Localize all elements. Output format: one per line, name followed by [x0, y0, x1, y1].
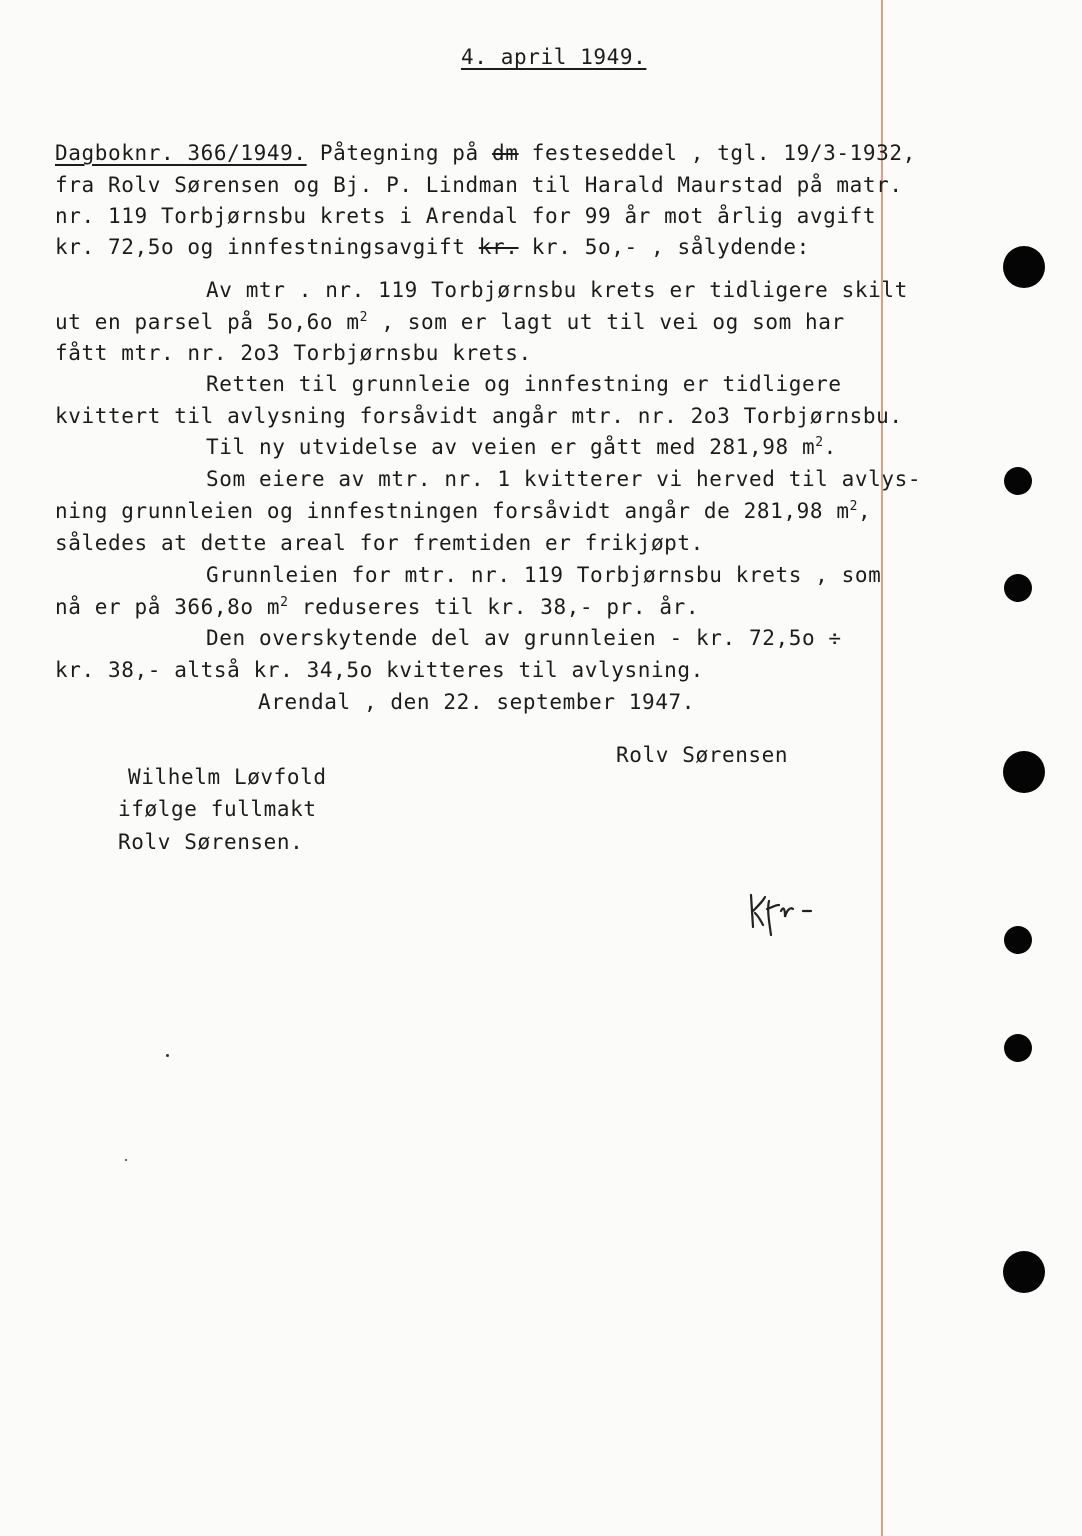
punch-hole — [1004, 1034, 1032, 1062]
punch-hole — [1004, 574, 1032, 602]
body-line: nå er på 366,8o $m^2$ reduseres til kr. 38,- pr. år. — [55, 595, 700, 619]
struck-word: dm — [492, 141, 519, 165]
body-line: Av mtr . nr. 119 Torbjørnsbu krets er tidligere skilt — [206, 278, 908, 302]
struck-word: kr. — [478, 235, 519, 259]
body-line: fått mtr. nr. 2o3 Torbjørnsbu krets. — [55, 341, 532, 365]
header-date: 4. april 1949. — [461, 45, 647, 69]
paper-speck — [125, 1159, 127, 1161]
signature-right: Rolv Sørensen — [616, 743, 789, 767]
signature-left-line: ifølge fullmakt — [118, 797, 317, 821]
punch-hole — [1003, 1251, 1045, 1293]
punch-hole — [1003, 751, 1045, 793]
margin-rule — [881, 0, 883, 1536]
body-line: Grunnleien for mtr. nr. 119 Torbjørnsbu krets , som — [206, 563, 882, 587]
body-line: ning grunnleien og innfestningen forsåvidt angår de 281,98 $m^2$, — [55, 499, 872, 523]
body-line: kvittert til avlysning forsåvidt angår mtr. nr. 2o3 Torbjørnsbu. — [55, 404, 903, 428]
signature-left-line: Wilhelm Løvfold — [128, 765, 327, 789]
entry-line: nr. 119 Torbjørnsbu krets i Arendal for 99 år mot årlig avgift — [55, 204, 877, 228]
punch-hole — [1003, 246, 1045, 288]
body-line: Retten til grunnleie og innfestning er tidligere — [206, 372, 842, 396]
body-line: kr. 38,- altså kr. 34,5o kvitteres til avlysning. — [55, 658, 704, 682]
paper-speck — [166, 1054, 169, 1057]
body-line: Den overskytende del av grunnleien - kr. 72,5o ÷ — [206, 626, 842, 650]
entry-line: kr. 72,5o og innfestningsavgift kr. kr. 5o,- , sålydende: — [55, 235, 810, 259]
handwritten-initials — [745, 887, 817, 937]
body-line: Som eiere av mtr. nr. 1 kvitterer vi herved til avlys- — [206, 467, 922, 491]
entry-line: fra Rolv Sørensen og Bj. P. Lindman til Harald Maurstad på matr. — [55, 173, 903, 197]
entry-first-line: Dagboknr. 366/1949. Påtegning på dm festeseddel , tgl. 19/3-1932, — [55, 141, 916, 165]
punch-hole — [1004, 926, 1032, 954]
body-line: Til ny utvidelse av veien er gått med 281,98 $m^2$. — [206, 435, 837, 459]
diary-reference: Dagboknr. 366/1949. — [55, 141, 307, 165]
place-date: Arendal , den 22. september 1947. — [258, 690, 696, 714]
body-line: ut en parsel på 5o,6o $m^2$ , som er lagt ut til vei og som har — [55, 310, 845, 334]
punch-hole — [1004, 467, 1032, 495]
signature-left-line: Rolv Sørensen. — [118, 830, 304, 854]
body-line: således at dette areal for fremtiden er frikjøpt. — [55, 531, 704, 555]
